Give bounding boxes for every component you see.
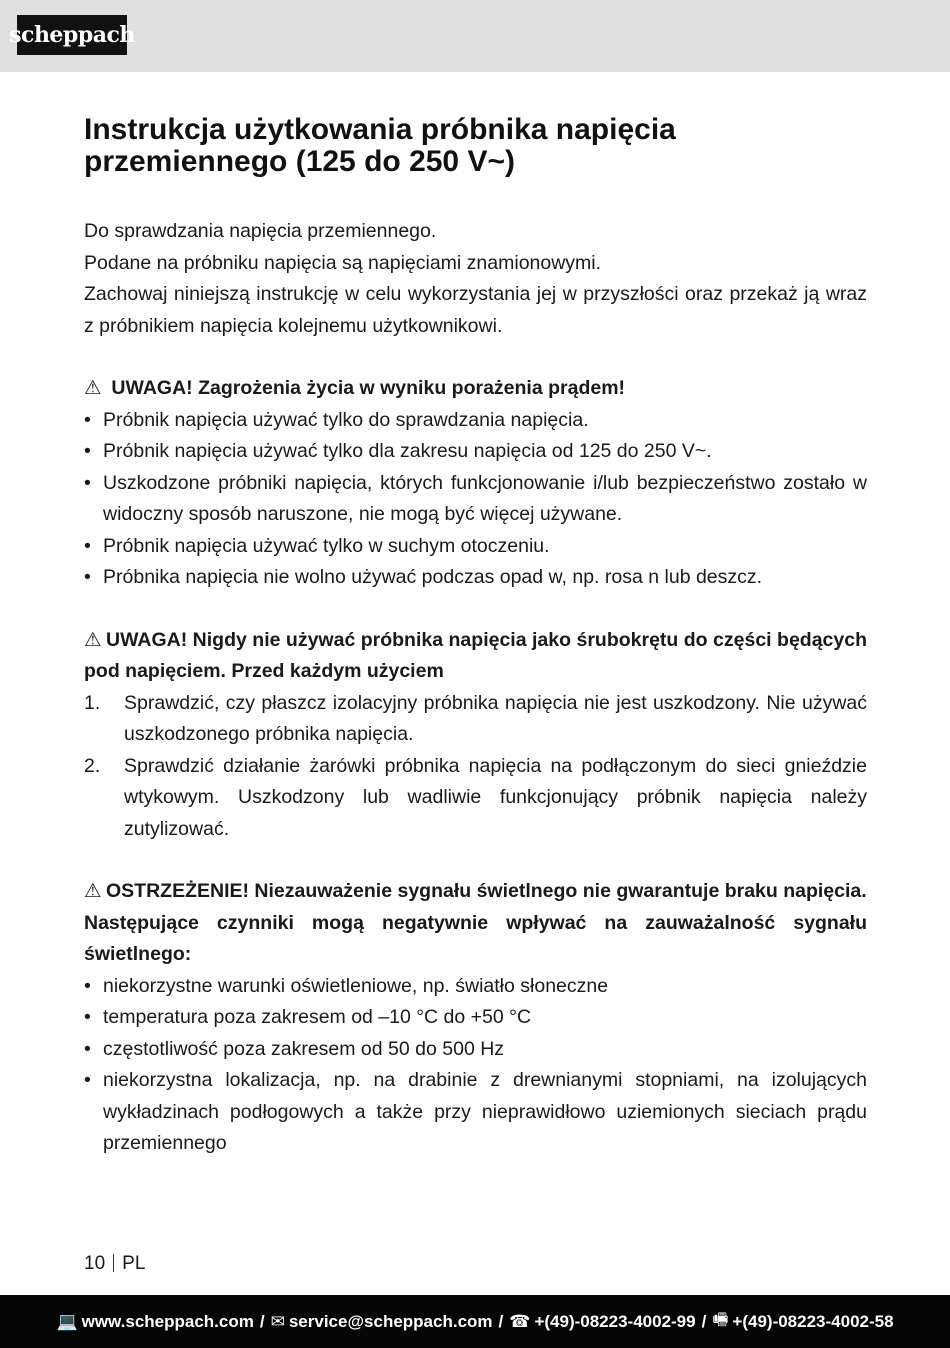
footer-fax: +(49)-08223-4002-58 <box>732 1311 894 1331</box>
list-item: • temperatura poza zakresem od –10 °C do +50 °C <box>84 1006 532 1028</box>
fax-icon: 🖷 <box>712 1310 729 1329</box>
main-content <box>84 114 867 1160</box>
page-number-value: 10 <box>84 1253 106 1274</box>
list-item: • Próbnika napięcia nie wolno używać podczas opad w, np. rosa n lub deszcz. <box>84 566 763 588</box>
list-item: • Próbnik napięcia używać tylko w suchym otoczeniu. <box>84 534 550 557</box>
footer-bar <box>0 1295 950 1348</box>
footer-email-link[interactable]: service@scheppach.com <box>288 1311 493 1331</box>
warning-heading-text: OSTRZEŻENIE! Niezauważenie sygnału świetlnego nie gwarantuje braku napięcia. <box>106 880 867 902</box>
phone-icon: ☎ <box>509 1311 531 1331</box>
header-bar <box>0 0 950 72</box>
list-item: • Próbnik napięcia używać tylko do sprawdzania napięcia. <box>84 408 589 431</box>
warning-icon: ⚠ <box>84 377 102 399</box>
bullet-list <box>84 405 867 594</box>
footer-website-link[interactable]: www.scheppach.com <box>81 1311 254 1331</box>
subheading: Następujące czynniki mogą negatywnie wpływać na zauważalność sygnału świetlnego: <box>84 911 867 965</box>
list-item: 1. Sprawdzić, czy płaszcz izolacyjny próbnika napięcia nie jest uszkodzony. Nie używać uszkodzonego próbnika napięcia. <box>84 691 867 745</box>
page-separator <box>113 1254 114 1272</box>
warning-section-electric-shock <box>84 373 867 594</box>
intro-line: Podane na próbniku napięcia są napięciami znamionowymi. <box>84 251 602 274</box>
warning-heading <box>84 373 867 405</box>
mail-icon: ✉ <box>270 1311 285 1331</box>
page-language: PL <box>122 1253 146 1274</box>
list-item: 2. Sprawdzić działanie żarówki próbnika napięcia na podłączonym do sieci gnieździe wtykowym. Uszkodzony lub wadliwie funkcjonujący próbnik napięcia należy zutylizować. <box>84 754 867 840</box>
warning-heading-text: UWAGA! Zagrożenia życia w wyniku porażenia prądem! <box>111 377 626 399</box>
intro-line: Zachowaj niniejszą instrukcję w celu wykorzystania jej w przyszłości oraz przekaż ją wraz z próbnikiem napięcia kolejnemu użytkownikowi. <box>84 283 867 337</box>
list-item: • Uszkodzone próbniki napięcia, których funkcjonowanie i/lub bezpieczeństwo zostało w widoczny sposób naruszone, nie mogą być więcej używane. <box>84 471 867 525</box>
footer-separator: / <box>498 1311 504 1331</box>
warning-icon: ⚠ <box>84 628 102 651</box>
footer-separator: / <box>259 1311 265 1331</box>
scheppach-logo: scheppach <box>17 15 127 55</box>
warning-section-screwdriver <box>84 625 867 846</box>
list-item: • częstotliwość poza zakresem od 50 do 500 Hz <box>84 1037 505 1060</box>
numbered-list <box>84 688 867 846</box>
list-item: • niekorzystna lokalizacja, np. na drabinie z drewnianymi stopniami, na izolujących wykładzinach podłogowych a także przy nieprawidłowo uziemionych sieciach prądu przemiennego <box>84 1069 867 1154</box>
warning-heading <box>84 625 867 688</box>
computer-icon: 💻 <box>56 1311 78 1331</box>
footer-phone: +(49)-08223-4002-99 <box>534 1311 696 1331</box>
intro-block <box>84 216 867 342</box>
bullet-list <box>84 971 867 1160</box>
warning-icon: ⚠ <box>84 880 102 902</box>
warning-heading-text: UWAGA! Nigdy nie używać próbnika napięcia jako śrubokrętu do części będących pod napięciem. Przed każdym użyciem <box>84 628 867 682</box>
list-item: • Próbnik napięcia używać tylko dla zakresu napięcia od 125 do 250 V~. <box>84 440 712 462</box>
footer-separator: / <box>701 1311 707 1331</box>
warning-heading <box>84 876 867 908</box>
warning-section-light-signal <box>84 876 867 1160</box>
list-item: • niekorzystne warunki oświetleniowe, np. światło słoneczne <box>84 974 609 997</box>
page-number <box>84 1252 145 1276</box>
intro-line: Do sprawdzania napięcia przemiennego. <box>84 220 437 242</box>
page-title: Instrukcja użytkowania próbnika napięcia przemiennego (125 do 250 V~) <box>84 113 676 178</box>
